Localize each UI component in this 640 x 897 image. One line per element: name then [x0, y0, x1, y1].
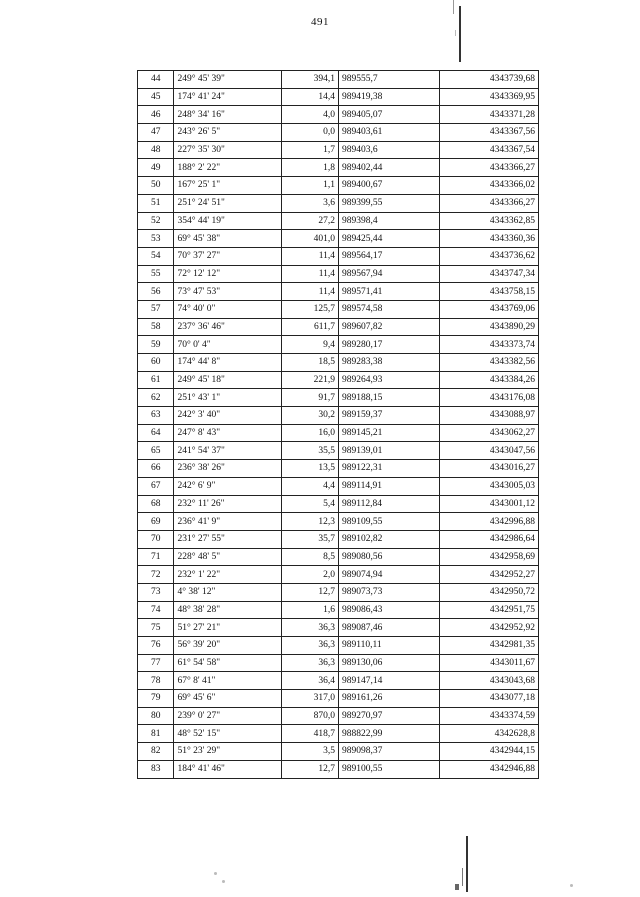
bearing-cell: 51° 27' 21" — [174, 619, 281, 637]
bearing-cell: 236° 41' 9" — [174, 513, 281, 531]
distance-cell: 18,5 — [281, 354, 338, 372]
x-coordinate-cell: 989283,38 — [339, 354, 440, 372]
point-number-cell: 62 — [138, 389, 174, 407]
x-coordinate-cell: 989098,37 — [339, 743, 440, 761]
distance-cell: 16,0 — [281, 424, 338, 442]
distance-cell: 12,7 — [281, 760, 338, 778]
x-coordinate-cell: 989080,56 — [339, 548, 440, 566]
distance-cell: 221,9 — [281, 371, 338, 389]
table-row — [138, 707, 539, 725]
y-coordinate-cell: 4343047,56 — [440, 442, 539, 460]
table-row — [138, 124, 539, 142]
distance-cell: 1,8 — [281, 159, 338, 177]
bearing-cell: 248° 34' 16" — [174, 106, 281, 124]
bearing-cell: 70° 37' 27" — [174, 247, 281, 265]
table-row — [138, 477, 539, 495]
point-number-cell: 56 — [138, 283, 174, 301]
table-row — [138, 672, 539, 690]
bearing-cell: 228° 48' 5" — [174, 548, 281, 566]
distance-cell: 870,0 — [281, 707, 338, 725]
table-row — [138, 141, 539, 159]
table-row — [138, 106, 539, 124]
table-row — [138, 654, 539, 672]
bearing-cell: 51° 23' 29" — [174, 743, 281, 761]
bearing-cell: 167° 25' 1" — [174, 177, 281, 195]
y-coordinate-cell: 4343176,08 — [440, 389, 539, 407]
x-coordinate-cell: 989555,7 — [339, 71, 440, 89]
bearing-cell: 4° 38' 12" — [174, 583, 281, 601]
y-coordinate-cell: 4342981,35 — [440, 637, 539, 655]
table-row — [138, 230, 539, 248]
x-coordinate-cell: 989403,61 — [339, 124, 440, 142]
x-coordinate-cell: 989567,94 — [339, 265, 440, 283]
bearing-cell: 239° 0' 27" — [174, 707, 281, 725]
distance-cell: 418,7 — [281, 725, 338, 743]
point-number-cell: 67 — [138, 477, 174, 495]
y-coordinate-cell: 4343011,67 — [440, 654, 539, 672]
bearing-cell: 249° 45' 39" — [174, 71, 281, 89]
point-number-cell: 64 — [138, 424, 174, 442]
distance-cell: 1,7 — [281, 141, 338, 159]
scan-speck — [222, 880, 225, 883]
scan-artifact-line — [455, 884, 459, 890]
point-number-cell: 69 — [138, 513, 174, 531]
point-number-cell: 44 — [138, 71, 174, 89]
table-row — [138, 725, 539, 743]
point-number-cell: 46 — [138, 106, 174, 124]
bearing-cell: 70° 0' 4" — [174, 336, 281, 354]
x-coordinate-cell: 989147,14 — [339, 672, 440, 690]
point-number-cell: 78 — [138, 672, 174, 690]
table-row — [138, 389, 539, 407]
table-row — [138, 371, 539, 389]
x-coordinate-cell: 989122,31 — [339, 460, 440, 478]
x-coordinate-cell: 989402,44 — [339, 159, 440, 177]
bearing-cell: 237° 36' 46" — [174, 318, 281, 336]
point-number-cell: 65 — [138, 442, 174, 460]
point-number-cell: 57 — [138, 300, 174, 318]
x-coordinate-cell: 989086,43 — [339, 601, 440, 619]
distance-cell: 12,3 — [281, 513, 338, 531]
table-row — [138, 265, 539, 283]
table-row — [138, 318, 539, 336]
bearing-cell: 241° 54' 37" — [174, 442, 281, 460]
coordinates-table-body — [138, 71, 539, 779]
table-row — [138, 743, 539, 761]
x-coordinate-cell: 989114,91 — [339, 477, 440, 495]
distance-cell: 1,6 — [281, 601, 338, 619]
point-number-cell: 51 — [138, 194, 174, 212]
x-coordinate-cell: 989280,17 — [339, 336, 440, 354]
y-coordinate-cell: 4343758,15 — [440, 283, 539, 301]
distance-cell: 35,7 — [281, 530, 338, 548]
table-row — [138, 530, 539, 548]
x-coordinate-cell: 989403,6 — [339, 141, 440, 159]
y-coordinate-cell: 4343005,03 — [440, 477, 539, 495]
bearing-cell: 232° 11' 26" — [174, 495, 281, 513]
scan-artifact-line — [455, 30, 456, 36]
bearing-cell: 232° 1' 22" — [174, 566, 281, 584]
table-row — [138, 566, 539, 584]
distance-cell: 36,3 — [281, 654, 338, 672]
point-number-cell: 47 — [138, 124, 174, 142]
distance-cell: 36,3 — [281, 619, 338, 637]
y-coordinate-cell: 4342952,27 — [440, 566, 539, 584]
bearing-cell: 227° 35' 30" — [174, 141, 281, 159]
distance-cell: 4,4 — [281, 477, 338, 495]
point-number-cell: 58 — [138, 318, 174, 336]
table-row — [138, 637, 539, 655]
table-row — [138, 71, 539, 89]
y-coordinate-cell: 4343371,28 — [440, 106, 539, 124]
bearing-cell: 354° 44' 19" — [174, 212, 281, 230]
x-coordinate-cell: 989074,94 — [339, 566, 440, 584]
x-coordinate-cell: 989110,11 — [339, 637, 440, 655]
y-coordinate-cell: 4343367,56 — [440, 124, 539, 142]
y-coordinate-cell: 4343373,74 — [440, 336, 539, 354]
point-number-cell: 83 — [138, 760, 174, 778]
y-coordinate-cell: 4343736,62 — [440, 247, 539, 265]
y-coordinate-cell: 4342628,8 — [440, 725, 539, 743]
point-number-cell: 75 — [138, 619, 174, 637]
x-coordinate-cell: 989270,97 — [339, 707, 440, 725]
bearing-cell: 188° 2' 22" — [174, 159, 281, 177]
point-number-cell: 63 — [138, 407, 174, 425]
bearing-cell: 231° 27' 55" — [174, 530, 281, 548]
x-coordinate-cell: 988822,99 — [339, 725, 440, 743]
point-number-cell: 72 — [138, 566, 174, 584]
y-coordinate-cell: 4343016,27 — [440, 460, 539, 478]
y-coordinate-cell: 4343362,85 — [440, 212, 539, 230]
point-number-cell: 81 — [138, 725, 174, 743]
point-number-cell: 71 — [138, 548, 174, 566]
x-coordinate-cell: 989139,01 — [339, 442, 440, 460]
scan-artifact-line — [459, 6, 461, 62]
table-row — [138, 601, 539, 619]
bearing-cell: 73° 47' 53" — [174, 283, 281, 301]
y-coordinate-cell: 4342946,88 — [440, 760, 539, 778]
bearing-cell: 247° 8' 43" — [174, 424, 281, 442]
bearing-cell: 74° 40' 0" — [174, 300, 281, 318]
bearing-cell: 174° 41' 24" — [174, 88, 281, 106]
y-coordinate-cell: 4343369,95 — [440, 88, 539, 106]
table-row — [138, 88, 539, 106]
distance-cell: 317,0 — [281, 690, 338, 708]
table-row — [138, 619, 539, 637]
y-coordinate-cell: 4343366,27 — [440, 194, 539, 212]
y-coordinate-cell: 4343088,97 — [440, 407, 539, 425]
bearing-cell: 48° 38' 28" — [174, 601, 281, 619]
x-coordinate-cell: 989188,15 — [339, 389, 440, 407]
point-number-cell: 70 — [138, 530, 174, 548]
y-coordinate-cell: 4342944,15 — [440, 743, 539, 761]
point-number-cell: 50 — [138, 177, 174, 195]
y-coordinate-cell: 4343747,34 — [440, 265, 539, 283]
scan-speck — [570, 884, 573, 887]
x-coordinate-cell: 989130,06 — [339, 654, 440, 672]
table-row — [138, 354, 539, 372]
bearing-cell: 56° 39' 20" — [174, 637, 281, 655]
y-coordinate-cell: 4342950,72 — [440, 583, 539, 601]
table-row — [138, 690, 539, 708]
point-number-cell: 48 — [138, 141, 174, 159]
point-number-cell: 54 — [138, 247, 174, 265]
distance-cell: 394,1 — [281, 71, 338, 89]
x-coordinate-cell: 989400,67 — [339, 177, 440, 195]
bearing-cell: 251° 43' 1" — [174, 389, 281, 407]
y-coordinate-cell: 4343360,36 — [440, 230, 539, 248]
y-coordinate-cell: 4343382,56 — [440, 354, 539, 372]
x-coordinate-cell: 989574,58 — [339, 300, 440, 318]
table-row — [138, 336, 539, 354]
x-coordinate-cell: 989607,82 — [339, 318, 440, 336]
point-number-cell: 77 — [138, 654, 174, 672]
table-row — [138, 177, 539, 195]
table-row — [138, 513, 539, 531]
point-number-cell: 60 — [138, 354, 174, 372]
point-number-cell: 76 — [138, 637, 174, 655]
point-number-cell: 49 — [138, 159, 174, 177]
bearing-cell: 249° 45' 18" — [174, 371, 281, 389]
x-coordinate-cell: 989425,44 — [339, 230, 440, 248]
y-coordinate-cell: 4342951,75 — [440, 601, 539, 619]
scan-speck — [214, 872, 217, 875]
distance-cell: 11,4 — [281, 247, 338, 265]
point-number-cell: 53 — [138, 230, 174, 248]
x-coordinate-cell: 989159,37 — [339, 407, 440, 425]
y-coordinate-cell: 4342952,92 — [440, 619, 539, 637]
distance-cell: 27,2 — [281, 212, 338, 230]
point-number-cell: 61 — [138, 371, 174, 389]
distance-cell: 611,7 — [281, 318, 338, 336]
scan-artifact-line — [462, 868, 463, 886]
bearing-cell: 67° 8' 41" — [174, 672, 281, 690]
distance-cell: 5,4 — [281, 495, 338, 513]
table-row — [138, 194, 539, 212]
bearing-cell: 61° 54' 58" — [174, 654, 281, 672]
table-row — [138, 583, 539, 601]
table-row — [138, 407, 539, 425]
distance-cell: 0,0 — [281, 124, 338, 142]
table-row — [138, 212, 539, 230]
bearing-cell: 243° 26' 5" — [174, 124, 281, 142]
x-coordinate-cell: 989073,73 — [339, 583, 440, 601]
point-number-cell: 52 — [138, 212, 174, 230]
bearing-cell: 242° 6' 9" — [174, 477, 281, 495]
table-row — [138, 460, 539, 478]
page-number: 491 — [311, 16, 329, 28]
x-coordinate-cell: 989399,55 — [339, 194, 440, 212]
point-number-cell: 73 — [138, 583, 174, 601]
bearing-cell: 251° 24' 51" — [174, 194, 281, 212]
coordinates-table — [137, 70, 539, 779]
x-coordinate-cell: 989102,82 — [339, 530, 440, 548]
table-row — [138, 159, 539, 177]
distance-cell: 3,5 — [281, 743, 338, 761]
distance-cell: 13,5 — [281, 460, 338, 478]
point-number-cell: 74 — [138, 601, 174, 619]
y-coordinate-cell: 4343077,18 — [440, 690, 539, 708]
distance-cell: 9,4 — [281, 336, 338, 354]
point-number-cell: 82 — [138, 743, 174, 761]
distance-cell: 8,5 — [281, 548, 338, 566]
distance-cell: 401,0 — [281, 230, 338, 248]
y-coordinate-cell: 4343366,02 — [440, 177, 539, 195]
y-coordinate-cell: 4343043,68 — [440, 672, 539, 690]
bearing-cell: 72° 12' 12" — [174, 265, 281, 283]
scan-artifact-line — [453, 0, 454, 14]
bearing-cell: 184° 41' 46" — [174, 760, 281, 778]
point-number-cell: 80 — [138, 707, 174, 725]
y-coordinate-cell: 4343769,06 — [440, 300, 539, 318]
point-number-cell: 59 — [138, 336, 174, 354]
distance-cell: 11,4 — [281, 283, 338, 301]
table-row — [138, 247, 539, 265]
y-coordinate-cell: 4343739,68 — [440, 71, 539, 89]
distance-cell: 14,4 — [281, 88, 338, 106]
x-coordinate-cell: 989564,17 — [339, 247, 440, 265]
x-coordinate-cell: 989087,46 — [339, 619, 440, 637]
x-coordinate-cell: 989109,55 — [339, 513, 440, 531]
distance-cell: 11,4 — [281, 265, 338, 283]
bearing-cell: 48° 52' 15" — [174, 725, 281, 743]
distance-cell: 1,1 — [281, 177, 338, 195]
table-row — [138, 442, 539, 460]
bearing-cell: 69° 45' 38" — [174, 230, 281, 248]
point-number-cell: 55 — [138, 265, 174, 283]
table-row — [138, 760, 539, 778]
point-number-cell: 68 — [138, 495, 174, 513]
x-coordinate-cell: 989161,26 — [339, 690, 440, 708]
distance-cell: 2,0 — [281, 566, 338, 584]
table-row — [138, 495, 539, 513]
distance-cell: 91,7 — [281, 389, 338, 407]
x-coordinate-cell: 989419,38 — [339, 88, 440, 106]
y-coordinate-cell: 4343890,29 — [440, 318, 539, 336]
table-row — [138, 300, 539, 318]
y-coordinate-cell: 4343384,26 — [440, 371, 539, 389]
x-coordinate-cell: 989571,41 — [339, 283, 440, 301]
y-coordinate-cell: 4343062,27 — [440, 424, 539, 442]
table-row — [138, 424, 539, 442]
x-coordinate-cell: 989100,55 — [339, 760, 440, 778]
y-coordinate-cell: 4342996,88 — [440, 513, 539, 531]
bearing-cell: 242° 3' 40" — [174, 407, 281, 425]
y-coordinate-cell: 4343374,59 — [440, 707, 539, 725]
bearing-cell: 236° 38' 26" — [174, 460, 281, 478]
point-number-cell: 79 — [138, 690, 174, 708]
x-coordinate-cell: 989264,93 — [339, 371, 440, 389]
distance-cell: 125,7 — [281, 300, 338, 318]
x-coordinate-cell: 989398,4 — [339, 212, 440, 230]
bearing-cell: 69° 45' 6" — [174, 690, 281, 708]
distance-cell: 36,3 — [281, 637, 338, 655]
x-coordinate-cell: 989405,07 — [339, 106, 440, 124]
distance-cell: 4,0 — [281, 106, 338, 124]
x-coordinate-cell: 989112,84 — [339, 495, 440, 513]
distance-cell: 30,2 — [281, 407, 338, 425]
distance-cell: 36,4 — [281, 672, 338, 690]
table-row — [138, 283, 539, 301]
x-coordinate-cell: 989145,21 — [339, 424, 440, 442]
scan-artifact-line — [466, 836, 468, 892]
y-coordinate-cell: 4343001,12 — [440, 495, 539, 513]
y-coordinate-cell: 4342986,64 — [440, 530, 539, 548]
distance-cell: 12,7 — [281, 583, 338, 601]
table-row — [138, 548, 539, 566]
y-coordinate-cell: 4342958,69 — [440, 548, 539, 566]
distance-cell: 35,5 — [281, 442, 338, 460]
point-number-cell: 66 — [138, 460, 174, 478]
point-number-cell: 45 — [138, 88, 174, 106]
y-coordinate-cell: 4343366,27 — [440, 159, 539, 177]
distance-cell: 3,6 — [281, 194, 338, 212]
bearing-cell: 174° 44' 8" — [174, 354, 281, 372]
y-coordinate-cell: 4343367,54 — [440, 141, 539, 159]
